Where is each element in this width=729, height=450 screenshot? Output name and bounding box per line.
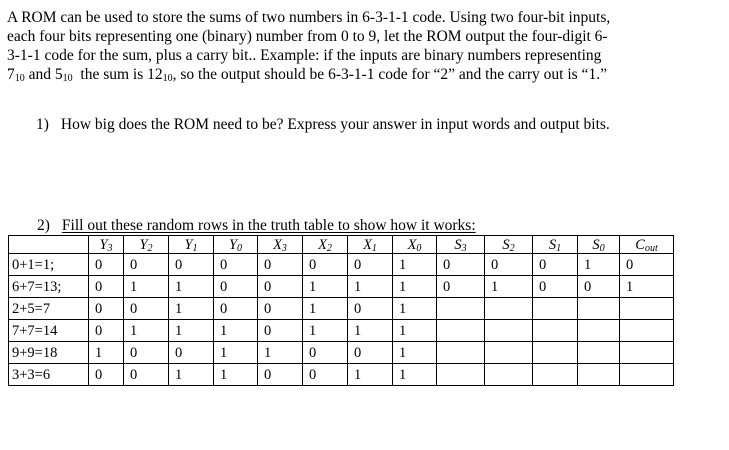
bit-cell: 1 [578,254,620,276]
blank-answer-cell [620,298,674,320]
blank-answer-cell [437,364,485,386]
header-cell [485,236,533,254]
problem-statement [7,8,722,84]
header-subscript: 2 [509,242,515,254]
blank-answer-cell [485,342,533,364]
problem-line: 3-1-1 code for the sum, plus a carry bit.. Example: if the inputs are binary numbers representing [7,47,602,64]
row-label: 6+7=13; [9,276,89,298]
bit-cell: 1 [214,342,258,364]
blank-answer-cell [578,364,620,386]
blank-answer-cell [437,342,485,364]
bit-cell: 0 [258,298,303,320]
header-cell [533,236,578,254]
row-label: 3+3=6 [9,364,89,386]
bit-cell: 1 [303,320,348,342]
bit-cell: 0 [533,276,578,298]
bit-cell: 1 [124,320,169,342]
bit-cell: 0 [169,342,214,364]
bit-cell: 0 [348,298,393,320]
bit-cell: 1 [169,276,214,298]
bit-cell: 0 [124,364,169,386]
table-row [9,342,674,364]
bit-cell: 1 [393,276,437,298]
header-subscript: 3 [461,242,467,254]
bit-cell: 0 [89,276,124,298]
connector-text: the sum is [72,66,148,83]
bit-cell: 0 [258,276,303,298]
bit-cell: 1 [303,276,348,298]
bit-cell: 1 [485,276,533,298]
header-subscript: 1 [556,242,562,254]
bit-cell: 0 [533,254,578,276]
bit-cell: 1 [393,320,437,342]
bit-cell: 0 [620,254,674,276]
blank-answer-cell [578,320,620,342]
header-variable: Y [139,236,148,253]
bit-cell: 1 [393,298,437,320]
bit-cell: 1 [348,320,393,342]
bit-cell: 0 [89,320,124,342]
blank-answer-cell [485,364,533,386]
truth-table [8,235,674,386]
row-label: 2+5=7 [9,298,89,320]
blank-answer-cell [533,364,578,386]
bit-cell: 1 [348,364,393,386]
bit-cell: 0 [437,276,485,298]
header-variable: X [318,236,327,253]
header-variable: Y [99,236,108,253]
bit-cell: 0 [169,254,214,276]
header-variable: S [454,236,462,253]
header-cell [348,236,393,254]
bit-cell: 0 [348,342,393,364]
header-variable: S [592,236,600,253]
bit-cell: 0 [89,298,124,320]
row-label: 7+7=14 [9,320,89,342]
blank-answer-cell [437,298,485,320]
base-subscript: 10 [162,73,173,84]
bit-cell: 1 [303,298,348,320]
question-text: How big does the ROM need to be? Express your answer in input words and output bits. [60,116,610,133]
bit-cell: 1 [393,254,437,276]
header-cell [437,236,485,254]
header-variable: S [548,236,557,253]
bit-cell: 1 [393,342,437,364]
blank-answer-cell [578,342,620,364]
bit-cell: 0 [303,254,348,276]
header-variable: C [635,236,645,253]
bit-cell: 0 [124,254,169,276]
header-subscript: 0 [599,242,605,254]
bit-cell: 1 [393,364,437,386]
bit-cell: 0 [258,254,303,276]
bit-cell: 1 [169,298,214,320]
blank-answer-cell [533,298,578,320]
bit-cell: 0 [89,364,124,386]
question-text: Fill out these random rows in the truth table to show how it works: [61,217,476,234]
bit-cell: 0 [124,298,169,320]
bit-cell: 0 [485,254,533,276]
header-variable: X [407,236,417,253]
table-row [9,364,674,386]
bit-cell: 0 [578,276,620,298]
table-row [9,254,674,276]
header-variable: S [502,236,510,253]
bit-cell: 1 [214,320,258,342]
blank-answer-cell [533,320,578,342]
bit-cell: 0 [348,254,393,276]
base-subscript: 10 [14,73,25,84]
header-subscript: 0 [237,242,243,254]
connector-text: and [24,66,55,83]
number-twelve: 12 [147,66,163,83]
table-header-row [9,236,674,254]
question-2 [37,216,476,235]
table-row [9,320,674,342]
row-label: 9+9=18 [9,342,89,364]
header-variable: Y [184,236,193,253]
bit-cell: 0 [303,342,348,364]
header-cell [89,236,124,254]
bit-cell: 0 [258,364,303,386]
blank-answer-cell [578,298,620,320]
header-subscript: out [644,242,658,254]
header-cell [578,236,620,254]
bit-cell: 0 [437,254,485,276]
problem-line: each four bits representing one (binary) number from 0 to 9, let the ROM output the four-digit 6- [7,28,608,45]
question-number: 2) [37,217,50,234]
blank-answer-cell [485,320,533,342]
table-row [9,298,674,320]
header-subscript: 1 [371,242,377,254]
blank-answer-cell [533,342,578,364]
blank-answer-cell [620,364,674,386]
row-label: 0+1=1; [9,254,89,276]
header-cell [303,236,348,254]
bit-cell: 1 [620,276,674,298]
header-subscript: 2 [326,242,332,254]
blank-answer-cell [620,320,674,342]
bit-cell: 1 [124,276,169,298]
header-cell [124,236,169,254]
base-subscript: 10 [62,73,73,84]
header-variable: Y [228,236,238,253]
bit-cell: 1 [348,276,393,298]
bit-cell: 0 [89,254,124,276]
number-five: 5 [54,66,63,83]
header-cell [258,236,303,254]
problem-line: A ROM can be used to store the sums of two numbers in 6-3-1-1 code. Using two four-bit inputs, [7,9,611,26]
bit-cell: 0 [214,254,258,276]
bit-cell: 1 [89,342,124,364]
connector-text: , so the output should be 6-3-1-1 code for “2” and the carry out is “1.” [172,66,607,83]
header-subscript: 3 [107,242,113,254]
header-subscript: 3 [281,242,287,254]
header-subscript: 2 [147,242,153,254]
number-seven: 7 [7,66,15,83]
bit-cell: 0 [258,320,303,342]
header-cell [169,236,214,254]
bit-cell: 1 [169,320,214,342]
blank-answer-cell [437,320,485,342]
table-row [9,276,674,298]
header-subscript: 1 [192,242,198,254]
header-subscript: 0 [416,242,422,254]
bit-cell: 0 [214,276,258,298]
bit-cell: 0 [303,364,348,386]
blank-answer-cell [620,342,674,364]
blank-answer-cell [485,298,533,320]
question-1 [36,115,610,134]
bit-cell: 0 [124,342,169,364]
bit-cell: 1 [258,342,303,364]
header-cell-empty [9,236,89,254]
header-cell [393,236,437,254]
bit-cell: 0 [214,298,258,320]
header-cell [620,236,674,254]
bit-cell: 1 [169,364,214,386]
bit-cell: 1 [214,364,258,386]
question-number: 1) [36,116,49,133]
header-variable: X [273,236,282,253]
header-cell [214,236,258,254]
header-variable: X [363,236,372,253]
problem-example-line [7,65,722,84]
table-body [9,254,674,386]
